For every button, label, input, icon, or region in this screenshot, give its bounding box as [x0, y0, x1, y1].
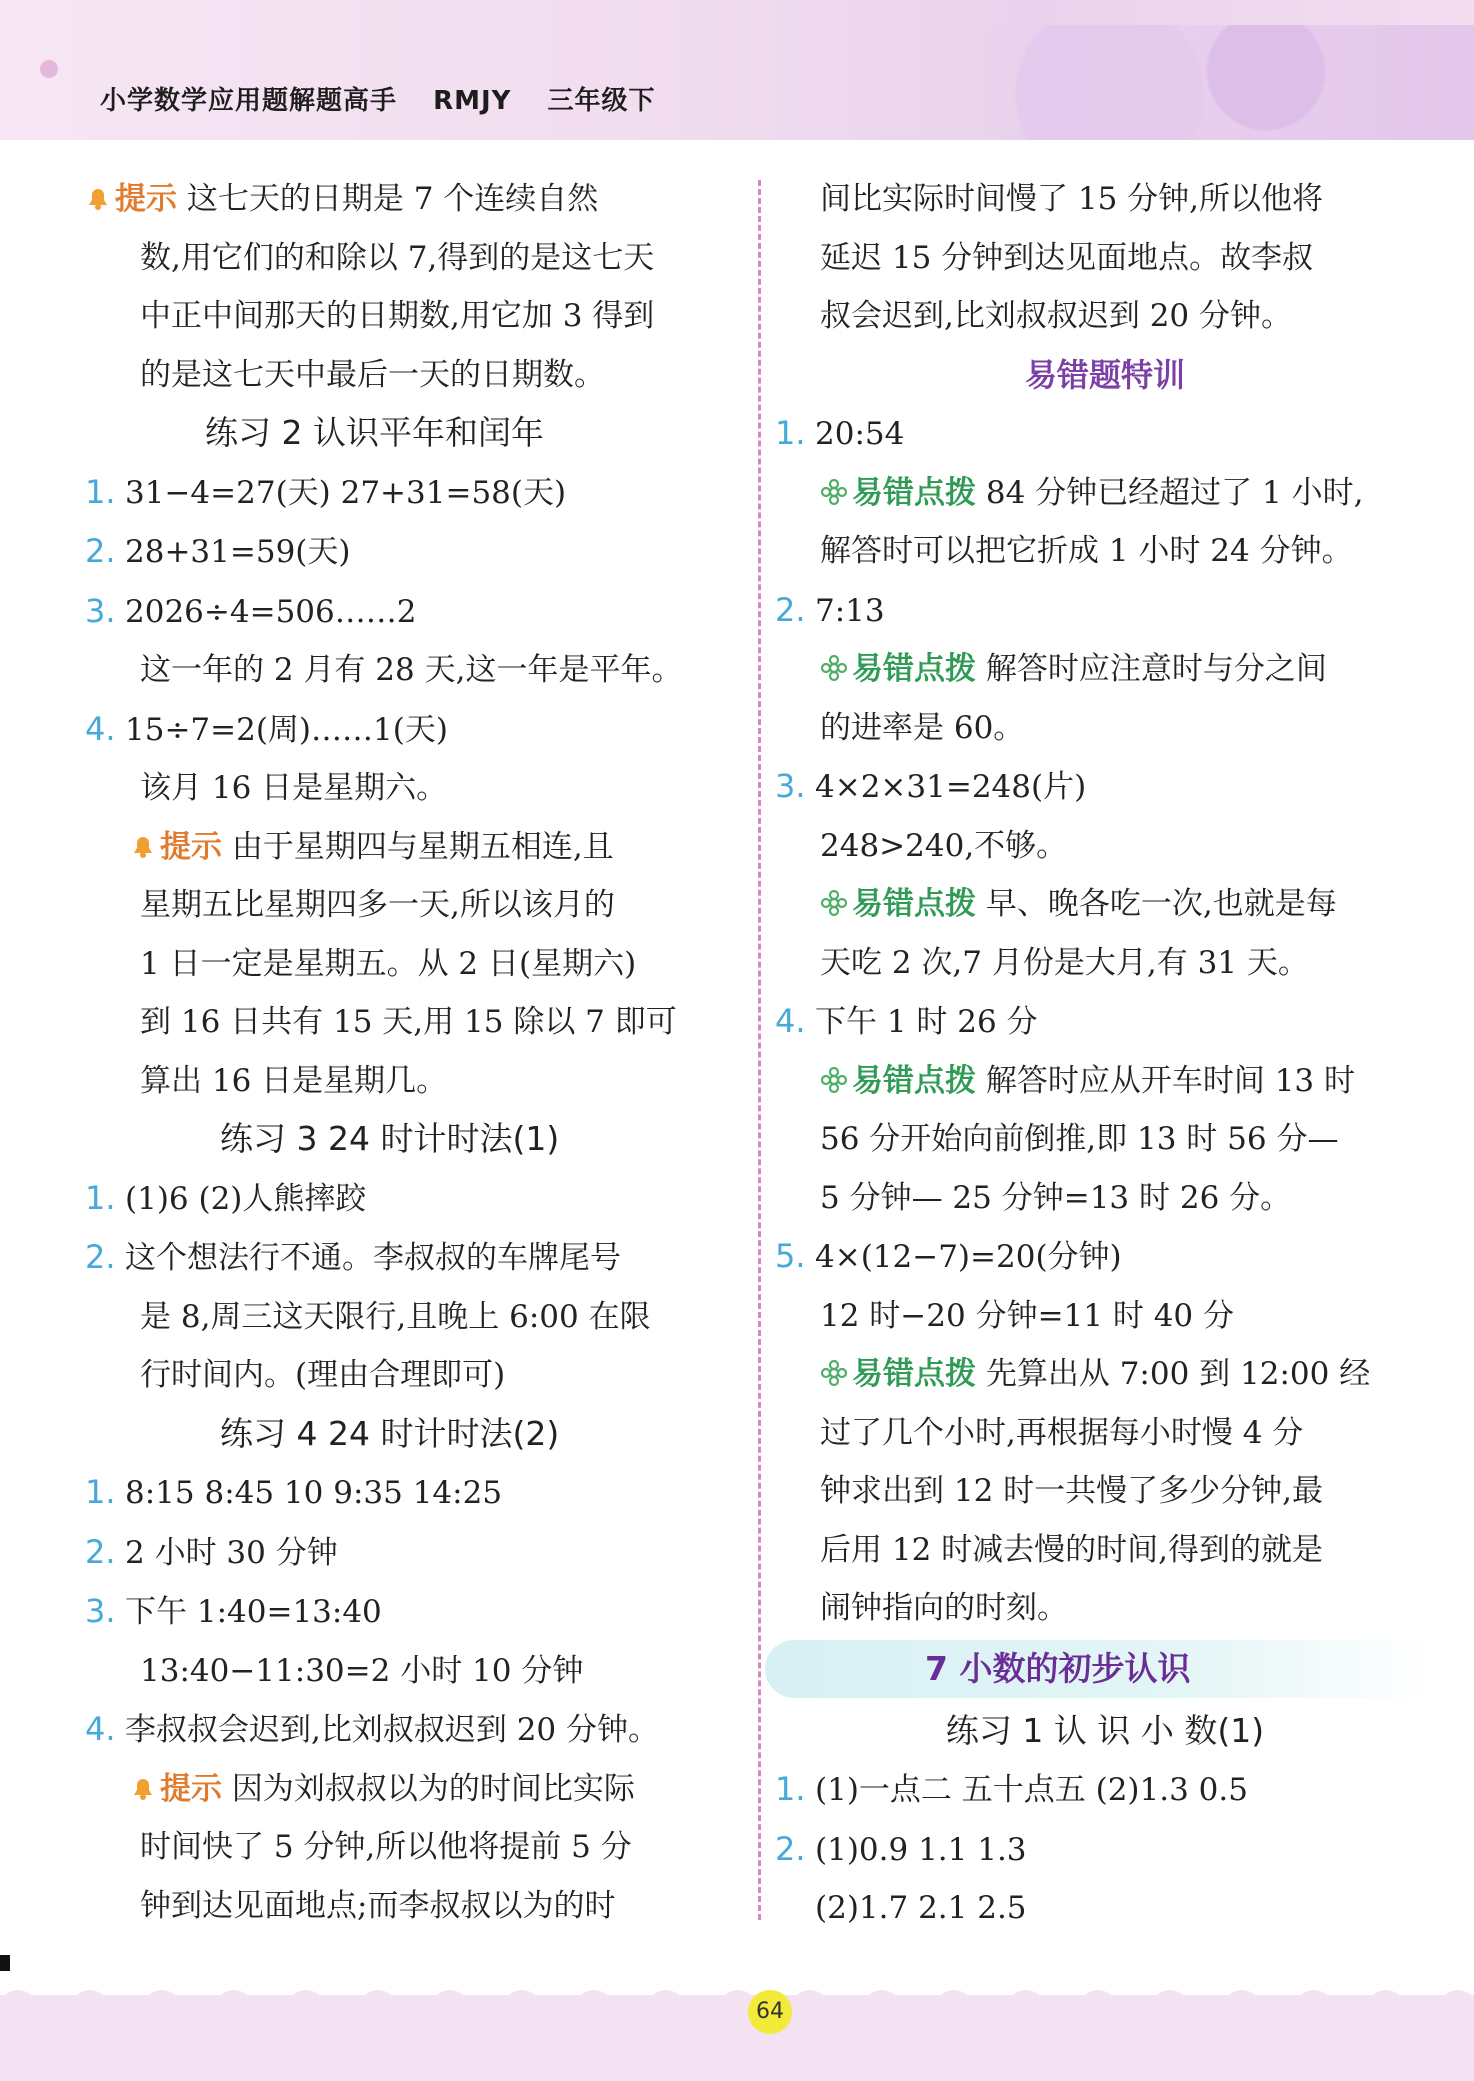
grade-label: 三年级下 — [547, 86, 656, 116]
answer-number: 2. — [775, 1829, 806, 1868]
flower-icon — [820, 1359, 848, 1387]
answer-number: 2. — [85, 1238, 116, 1276]
hint-label: 易错点拨 — [852, 474, 976, 511]
answer-number: 2. — [85, 532, 116, 570]
tip-text-line: 时间快了 5 分钟,所以他将提前 5 分 — [140, 1829, 632, 1865]
answer-text: (2)1.7 2.1 2.5 — [815, 1890, 1027, 1926]
edge-mark — [0, 1955, 10, 1971]
exercise-title: 练习 1 认 识 小 数(1) — [945, 1710, 1265, 1750]
answer-text: 28+31=59(天) — [125, 534, 351, 570]
bell-icon — [130, 833, 156, 859]
page-number: 64 — [748, 1990, 792, 2034]
tip-text-line: 钟到达见面地点;而李叔叔以为的时 — [140, 1887, 616, 1924]
column-divider — [758, 180, 761, 1920]
answer-text: 15÷7=2(周)……1(天) — [125, 711, 448, 748]
answer-text: 这一年的 2 月有 28 天,这一年是平年。 — [140, 652, 683, 688]
decor-dot — [40, 60, 58, 78]
answer-text: 7:13 — [815, 592, 885, 629]
answer-text: 13:40−11:30=2 小时 10 分钟 — [140, 1652, 584, 1689]
hint-block — [775, 1345, 1435, 1404]
hint-text-line: 闹钟指向的时刻。 — [820, 1590, 1068, 1626]
answer-number: 1. — [85, 472, 116, 511]
answer-text: 4×(12−7)=20(分钟) — [815, 1239, 1122, 1275]
hint-text: 解答时应从开车时间 13 时 — [985, 1062, 1356, 1099]
running-header — [100, 80, 682, 117]
hint-label: 易错点拨 — [852, 1062, 976, 1099]
flower-icon — [820, 1066, 848, 1094]
hint-block — [775, 875, 1435, 934]
answer-number: 1. — [775, 414, 806, 452]
tip-text-line: 叔会迟到,比刘叔叔迟到 20 分钟。 — [820, 298, 1293, 334]
flower-icon — [820, 478, 848, 506]
answer-number: 1. — [775, 1770, 806, 1808]
section-title: 易错题特训 — [1024, 355, 1185, 394]
hint-label: 易错点拨 — [852, 1356, 976, 1392]
answer-text: (1)6 (2)人熊摔跤 — [125, 1180, 367, 1217]
header-band — [0, 0, 1474, 140]
answer-text: 4×2×31=248(片) — [815, 769, 1087, 805]
edition-code: RMJY — [433, 86, 512, 116]
tip-text-line: 1 日一定是星期五。从 2 日(星期六) — [140, 945, 637, 982]
answer-number: 4. — [775, 1002, 806, 1040]
answer-text: (1)0.9 1.1 1.3 — [815, 1831, 1027, 1868]
answer-number: 2. — [775, 590, 806, 629]
answer-text: 8:15 8:45 10 9:35 14:25 — [125, 1475, 503, 1511]
answer-number: 1. — [85, 1178, 116, 1217]
tip-text-line: 星期五比星期四多一天,所以该月的 — [140, 887, 615, 923]
tip-text: 由于星期四与星期五相连,且 — [231, 828, 614, 865]
hint-block — [775, 464, 1435, 523]
flower-icon — [820, 654, 848, 682]
hint-text: 先算出从 7:00 到 12:00 经 — [985, 1356, 1371, 1392]
header-decoration — [954, 25, 1474, 140]
hint-text: 早、晚各吃一次,也就是每 — [985, 886, 1337, 922]
hint-text-line: 钟求出到 12 时一共慢了多少分钟,最 — [820, 1473, 1324, 1509]
answer-text: 12 时−20 分钟=11 时 40 分 — [820, 1297, 1235, 1334]
answer-text: 该月 16 日是星期六。 — [140, 770, 448, 806]
exercise-title: 练习 4 24 时计时法(2) — [220, 1413, 560, 1453]
answer-text: 下午 1:40=13:40 — [125, 1594, 382, 1630]
tip-text: 这七天的日期是 7 个连续自然 — [186, 181, 599, 217]
tip-text-line: 到 16 日共有 15 天,用 15 除以 7 即可 — [140, 1004, 677, 1040]
answer-number: 4. — [85, 1710, 116, 1748]
bell-icon — [130, 1775, 156, 1801]
exercise-title: 练习 2 认识平年和闰年 — [205, 413, 544, 452]
answer-text: 下午 1 时 26 分 — [815, 1004, 1038, 1040]
bell-icon — [85, 185, 111, 211]
left-column — [85, 170, 755, 1935]
right-column — [775, 170, 1435, 1938]
answer-number: 3. — [85, 1592, 116, 1630]
tip-block — [85, 818, 755, 877]
answer-number: 3. — [85, 591, 116, 630]
hint-text-line: 5 分钟— 25 分钟=13 时 26 分。 — [820, 1179, 1292, 1216]
tip-text-line: 中正中间那天的日期数,用它加 3 得到 — [140, 298, 655, 334]
answer-text: 20:54 — [815, 416, 905, 452]
hint-text: 解答时应注意时与分之间 — [985, 651, 1327, 687]
answer-text: 李叔叔会迟到,比刘叔叔迟到 20 分钟。 — [125, 1712, 660, 1748]
hint-text: 84 分钟已经超过了 1 小时, — [985, 474, 1364, 511]
answer-text: 2026÷4=506……2 — [125, 593, 417, 630]
hint-text-line: 过了几个小时,再根据每小时慢 4 分 — [820, 1414, 1304, 1451]
hint-text-line: 天吃 2 次,7 月份是大月,有 31 天。 — [820, 944, 1309, 981]
chapter-title: 7 小数的初步认识 — [765, 1640, 1435, 1698]
tip-label: 提示 — [115, 181, 177, 217]
tip-label: 提示 — [160, 828, 222, 865]
hint-text-line: 解答时可以把它折成 1 小时 24 分钟。 — [820, 533, 1353, 569]
tip-text-line: 间比实际时间慢了 15 分钟,所以他将 — [820, 181, 1324, 217]
hint-label: 易错点拨 — [852, 886, 976, 922]
hint-text-line: 的进率是 60。 — [820, 709, 1025, 746]
hint-text-line: 后用 12 时减去慢的时间,得到的就是 — [820, 1531, 1324, 1568]
hint-label: 易错点拨 — [852, 651, 976, 687]
tip-block — [85, 1760, 755, 1819]
flower-icon — [820, 889, 848, 917]
wavy-border — [0, 1979, 1474, 1999]
tip-text-line: 的是这七天中最后一天的日期数。 — [140, 356, 605, 393]
tip-text-line: 延迟 15 分钟到达见面地点。故李叔 — [820, 239, 1314, 276]
footer-band — [0, 1995, 1474, 2081]
hint-block — [775, 640, 1435, 699]
answer-text: 31−4=27(天) 27+31=58(天) — [125, 474, 567, 511]
tip-label: 提示 — [160, 1770, 222, 1807]
tip-text-line: 数,用它们的和除以 7,得到的是这七天 — [140, 239, 655, 276]
hint-text-line: 56 分开始向前倒推,即 13 时 56 分— — [820, 1121, 1339, 1157]
book-title: 小学数学应用题解题高手 — [100, 86, 398, 116]
answer-text: (1)一点二 五十点五 (2)1.3 0.5 — [815, 1772, 1248, 1808]
hint-block — [775, 1052, 1435, 1111]
answer-number: 2. — [85, 1532, 116, 1571]
answer-number: 4. — [85, 709, 116, 748]
answer-text: 是 8,周三这天限行,且晚上 6:00 在限 — [140, 1298, 651, 1335]
answer-text: 行时间内。(理由合理即可) — [140, 1357, 506, 1393]
answer-number: 1. — [85, 1473, 116, 1511]
answer-text: 248>240,不够。 — [820, 827, 1068, 864]
tip-block — [85, 170, 755, 229]
answer-text: 2 小时 30 分钟 — [125, 1534, 338, 1571]
answer-text: 这个想法行不通。李叔叔的车牌尾号 — [125, 1240, 621, 1276]
tip-text-line: 算出 16 日是星期几。 — [140, 1062, 448, 1099]
answer-number: 5. — [775, 1237, 806, 1275]
tip-text: 因为刘叔叔以为的时间比实际 — [231, 1770, 635, 1807]
answer-number: 3. — [775, 767, 806, 805]
exercise-title: 练习 3 24 时计时法(1) — [220, 1119, 560, 1158]
